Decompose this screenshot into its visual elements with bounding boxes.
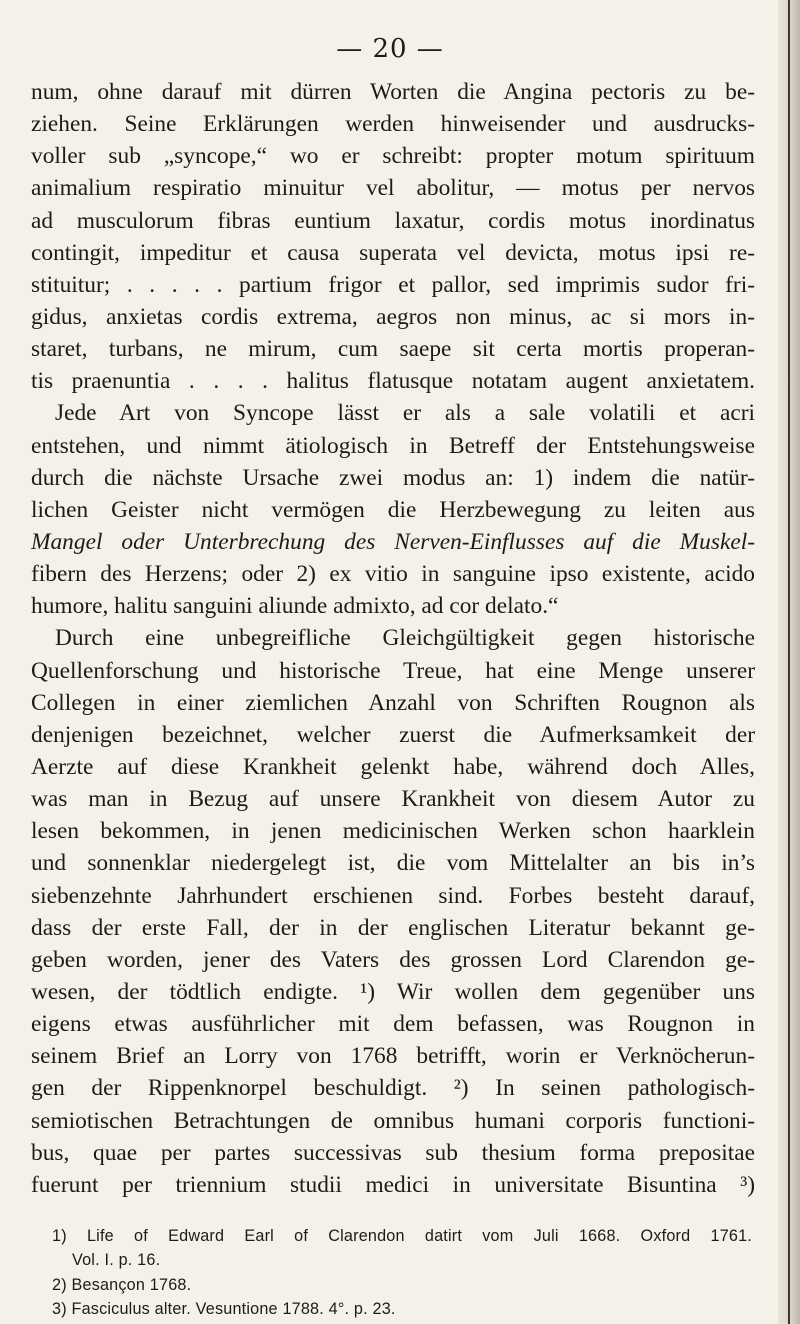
text-line: Jede Art von Syncope lässt er als a sale volatili et acri (55, 400, 755, 427)
text-line: humore, halitu sanguini aliunde admixto, ad cor delato.“ (31, 593, 559, 620)
text-line: animalium respiratio minuitur vel abolitur, — motus per nervos (31, 175, 755, 202)
text-line: fuerunt per triennium studii medici in universitate Bisuntina ³) (31, 1171, 755, 1198)
text-line: contingit, impeditur et causa superata vel devicta, motus ipsi re- (31, 239, 755, 266)
text-line: wesen, der tödtlich endigte. ¹) Wir wollen dem gegenüber uns (31, 978, 755, 1005)
text-line: Durch eine unbegreifliche Gleichgültigkeit gegen historische (55, 625, 755, 652)
text-line: bus, quae per partes successivas sub thesium forma prepositae (31, 1139, 755, 1166)
text-line: ziehen. Seine Erklärungen werden hinweisender und ausdrucks- (31, 111, 755, 138)
text-line: Aerzte auf diese Krankheit gelenkt habe, während doch Alles, (31, 753, 755, 780)
text-line: denjenigen bezeichnet, welcher zuerst die Aufmerksamkeit der (31, 721, 755, 748)
text-line: gen der Rippenknorpel beschuldigt. ²) In seinen pathologisch- (31, 1075, 755, 1102)
text-line: gidus, anxietas cordis extrema, aegros non minus, ac si mors in- (31, 303, 755, 330)
text-line: ad musculorum fibras euntium laxatur, cordis motus inordinatus (31, 207, 755, 234)
text-line: und sonnenklar niedergelegt ist, die vom Mittelalter an bis in’s (31, 850, 755, 877)
text-line: lesen bekommen, in jenen medicinischen Werken schon haarklein (31, 818, 755, 845)
body-text (31, 76, 755, 1201)
text-line: geben worden, jener des Vaters des grossen Lord Clarendon ge- (31, 946, 755, 973)
text-line: was man in Bezug auf unsere Krankheit von diesem Autor zu (31, 786, 755, 813)
footnote: 3) Fasciculus alter. Vesuntione 1788. 4°. p. 23. (52, 1300, 396, 1319)
text-line: Mangel oder Unterbrechung des Nerven-Einflusses auf die Muskel- (31, 528, 755, 555)
text-line: seinem Brief an Lorry von 1768 betrifft, worin er Verknöcherun- (31, 1043, 755, 1070)
text-line: entstehen, und nimmt ätiologisch in Betreff der Entstehungsweise (31, 432, 755, 459)
text-line: Collegen in einer ziemlichen Anzahl von Schriften Rougnon als (31, 689, 755, 716)
text-line: num, ohne darauf mit dürren Worten die Angina pectoris zu be- (31, 79, 755, 105)
text-line: lichen Geister nicht vermögen die Herzbewegung zu leiten aus (31, 496, 755, 523)
text-line: stituitur; . . . . . partium frigor et pallor, sed imprimis sudor fri- (31, 271, 755, 298)
footnote-continuation: Vol. I. p. 16. (72, 1251, 161, 1270)
text-line: durch die nächste Ursache zwei modus an: 1) indem die natür- (31, 464, 755, 491)
text-line: tis praenuntia . . . . halitus flatusque notatam augent anxietatem. (31, 368, 755, 395)
page-number-header: — 20 — (336, 34, 444, 64)
page-binding-line (788, 0, 790, 1324)
text-line: staret, turbans, ne mirum, cum saepe sit certa mortis properan- (31, 336, 755, 363)
text-line: fibern des Herzens; oder 2) ex vitio in sanguine ipso existente, acido (31, 561, 755, 588)
text-line: dass der erste Fall, der in der englischen Literatur bekannt ge- (31, 914, 755, 941)
footnote: 1) Life of Edward Earl of Clarendon datirt vom Juli 1668. Oxford 1761. (52, 1227, 752, 1245)
text-line: semiotischen Betrachtungen de omnibus humani corporis functioni- (31, 1107, 755, 1134)
text-line: voller sub „syncope,“ wo er schreibt: propter motum spirituum (31, 143, 755, 170)
text-line: Quellenforschung und historische Treue, hat eine Menge unserer (31, 657, 755, 684)
footnotes (52, 1224, 752, 1322)
text-line: eigens etwas ausführlicher mit dem befassen, was Rougnon in (31, 1011, 755, 1038)
text-line: siebenzehnte Jahrhundert erschienen sind. Forbes besteht darauf, (31, 882, 755, 909)
footnote: 2) Besançon 1768. (52, 1275, 192, 1294)
